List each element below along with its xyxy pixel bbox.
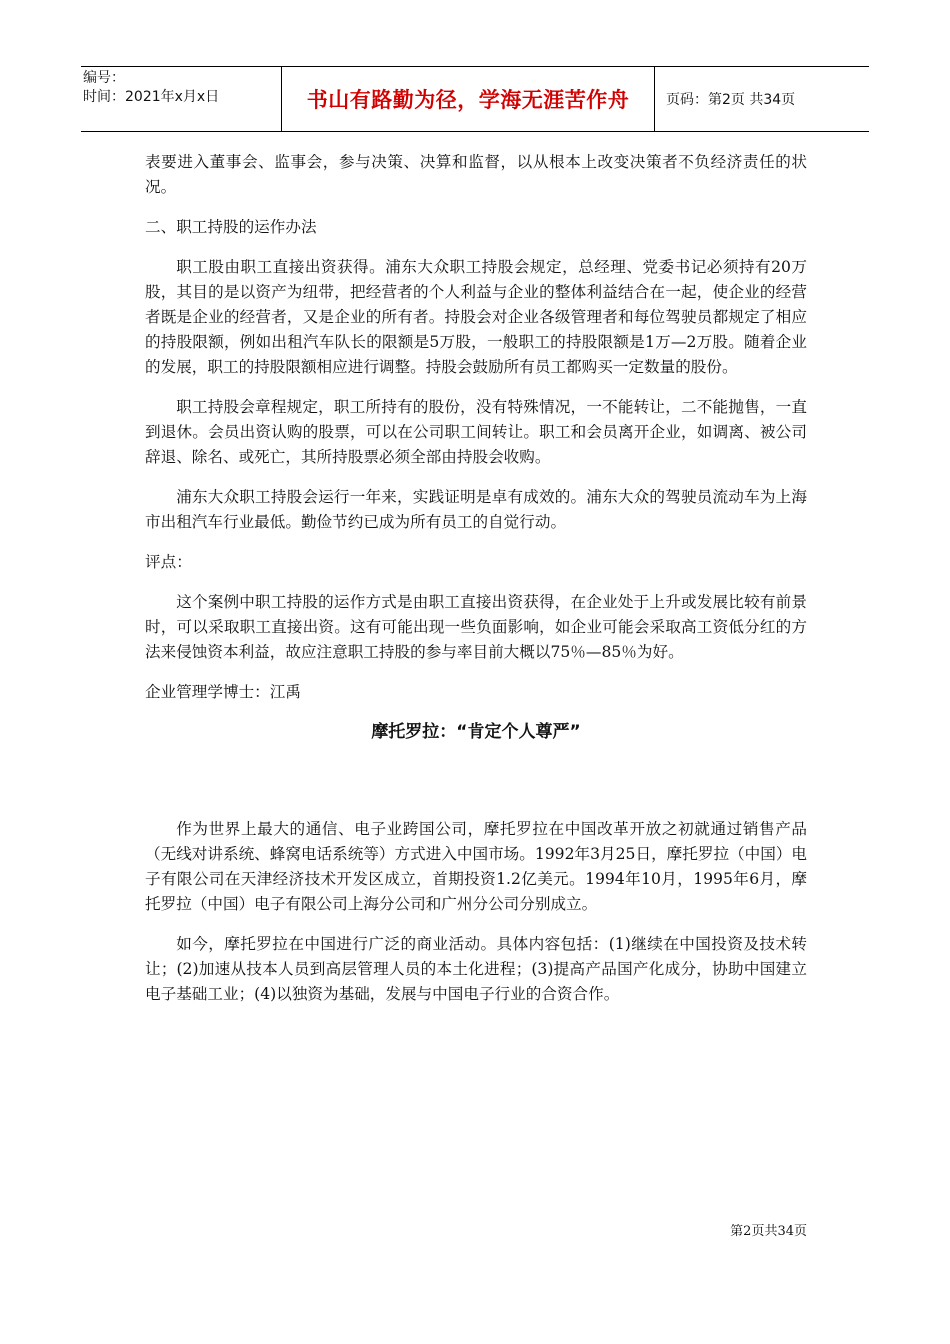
header-motto-cell <box>282 67 655 131</box>
article-title: 摩托罗拉：“肯定个人尊严” <box>371 722 581 742</box>
paragraph: 这个案例中职工持股的运作方式是由职工直接出资获得，在企业处于上升或发展比较有前景时，可以采取职工直接出资。这有可能出现一些负面影响，如企业可能会采取高工资低分红的方法来侵蚀资本利益，故应注意职工持股的参与率目前大概以75％—85％为好。 <box>145 593 807 661</box>
paragraph: 作为世界上最大的通信、电子业跨国公司，摩托罗拉在中国改革开放之初就通过销售产品（无线对讲系统、蜂窝电话系统等）方式进入中国市场。1992年3月25日，摩托罗拉（中国）电子有限公司在天津经济技术开发区成立，首期投资1.2亿美元。1994年10月，1995年6月，摩托罗拉（中国）电子有限公司上海分公司和广州分公司分别成立。 <box>145 820 808 913</box>
document-body <box>145 150 807 1022</box>
page-header <box>81 66 869 132</box>
document-time: 时间：2021年x月x日 <box>83 89 220 105</box>
paragraph: 如今，摩托罗拉在中国进行广泛的商业活动。具体内容包括：(1)继续在中国投资及技术转让；(2)加速从技本人员到高层管理人员的本土化进程；(3)提高产品国产化成分，协助中国建立电子基础工业；(4)以独资为基础，发展与中国电子行业的合资合作。 <box>145 935 807 1003</box>
page-footer: 第2页共34页 <box>730 1224 807 1239</box>
document-number: 编号： <box>83 70 125 86</box>
section-heading: 二、职工持股的运作办法 <box>145 218 317 236</box>
paragraph: 职工持股会章程规定，职工所持有的股份，没有特殊情况，一不能转让，二不能抛售，一直到退休。会员出资认购的股票，可以在公司职工间转让。职工和会员离开企业，如调离、被公司辞退、除名、或死亡，其所持股票必须全部由持股会收购。 <box>145 398 807 466</box>
comment-label: 评点： <box>145 553 192 571</box>
author-line: 企业管理学博士：江禹 <box>145 683 301 701</box>
paragraph: 浦东大众职工持股会运行一年来，实践证明是卓有成效的。浦东大众的驾驶员流动车为上海市出租汽车行业最低。勤俭节约已成为所有员工的自觉行动。 <box>145 488 807 531</box>
paragraph-continued: 表要进入董事会、监事会，参与决策、决算和监督，以从根本上改变决策者不负经济责任的状况。 <box>145 153 807 196</box>
header-motto: 书山有路勤为径，学海无涯苦作舟 <box>306 88 630 112</box>
header-meta-cell <box>81 67 282 131</box>
paragraph: 职工股由职工直接出资获得。浦东大众职工持股会规定，总经理、党委书记必须持有20万股，其目的是以资产为纽带，把经营者的个人利益与企业的整体利益结合在一起，使企业的经营者既是企业的经营者，又是企业的所有者。持股会对企业各级管理者和每位驾驶员都规定了相应的持股限额，例如出租汽车队长的限额是5万股，一般职工的持股限额是1万—2万股。随着企业的发展，职工的持股限额相应进行调整。持股会鼓励所有员工都购买一定数量的股份。 <box>145 258 807 376</box>
header-page-code: 页码：第2页 共34页 <box>666 92 796 108</box>
header-page-cell <box>656 67 869 131</box>
